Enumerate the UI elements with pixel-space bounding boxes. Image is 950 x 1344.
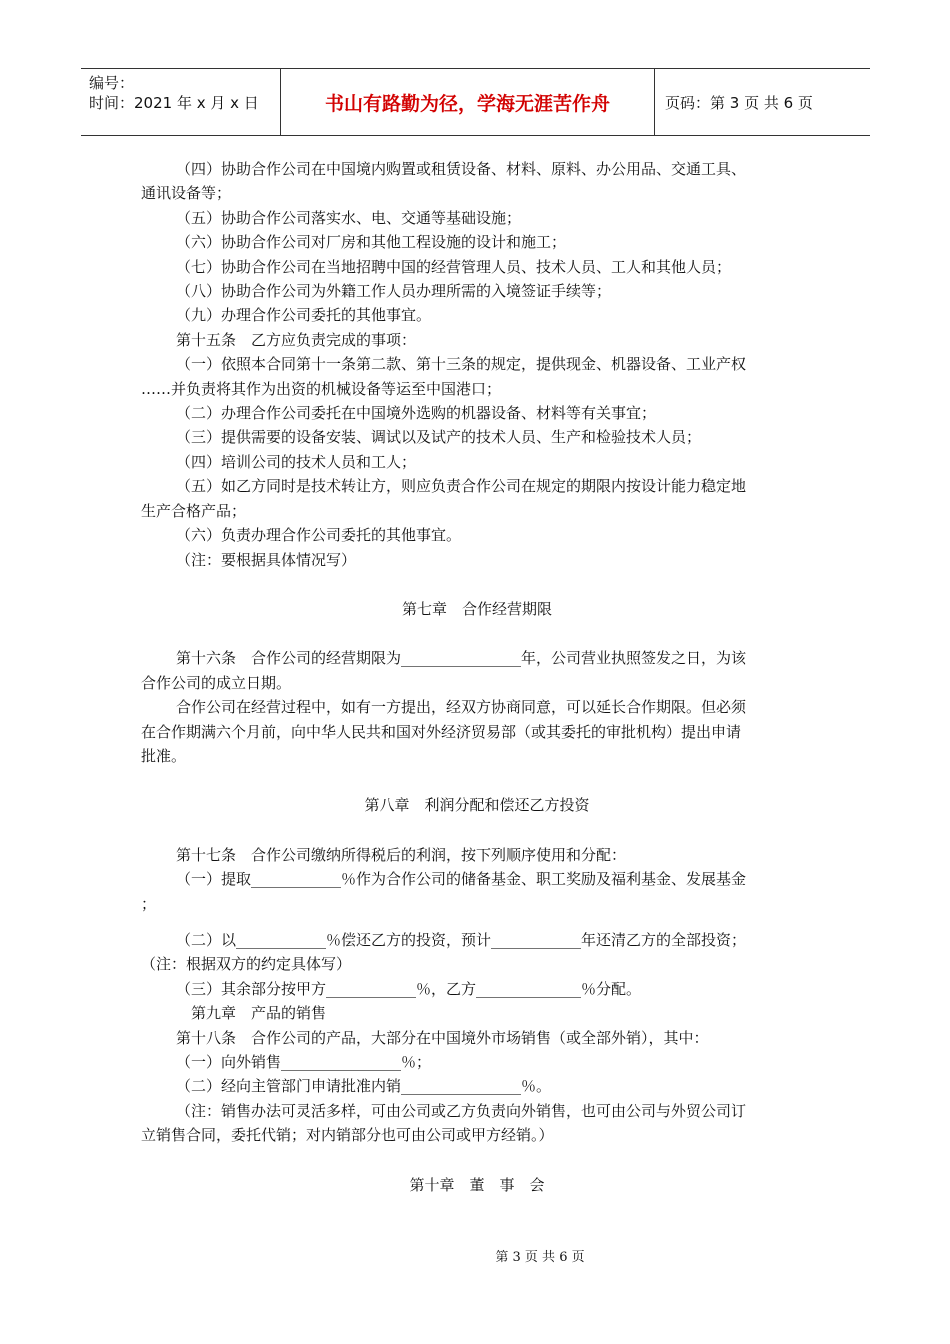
body-line: 在合作期满六个月前，向中华人民共和国对外经济贸易部（或其委托的审批机构）提出申请: [141, 722, 742, 741]
body-line: 合作公司的成立日期。: [141, 673, 292, 692]
document-header: [81, 68, 870, 136]
header-page-info: 页码：第 3 页 共 6 页: [665, 93, 813, 112]
header-motto: 书山有路勤为径，学海无涯苦作舟: [281, 69, 655, 135]
article-15-heading: 第十五条 乙方应负责完成的事项：: [176, 330, 417, 349]
body-line: （二）经向主管部门申请批准内销________________％。: [176, 1077, 552, 1096]
document-date: 时间：2021 年 x 月 x 日: [89, 94, 259, 112]
document-number-label: 编号：: [89, 74, 135, 92]
chapter-9-heading: 第九章 产品的销售: [191, 1004, 327, 1023]
body-line: ；: [141, 894, 157, 913]
body-line: （五）协助合作公司落实水、电、交通等基础设施；: [176, 208, 522, 227]
chapter-10-heading: 第十章 董 事 会: [409, 1175, 545, 1194]
page-footer: 第 3 页 共 6 页: [495, 1250, 585, 1265]
body-line: （五）如乙方同时是技术转让方，则应负责合作公司在规定的期限内按设计能力稳定地: [176, 477, 747, 496]
body-line: （三）提供需要的设备安装、调试以及试产的技术人员、生产和检验技术人员；: [176, 428, 702, 447]
body-note: （注：要根据具体情况写）: [176, 550, 357, 569]
body-line: （三）其余部分按甲方____________％，乙方______________％分配。: [176, 979, 642, 998]
body-line: （二）以____________％偿还乙方的投资，预计____________年还清乙方的全部投资；: [176, 930, 747, 949]
article-18: 第十八条 合作公司的产品，大部分在中国境外市场销售（或全部外销），其中：: [176, 1028, 709, 1047]
body-line: （八）协助合作公司为外籍工作人员办理所需的入境签证手续等；: [176, 282, 612, 301]
body-note: （注：根据双方的约定具体写）: [141, 955, 352, 974]
body-line: 合作公司在经营过程中，如有一方提出，经双方协商同意，可以延长合作期限。但必须: [176, 698, 747, 717]
body-line: （四）培训公司的技术人员和工人；: [176, 452, 417, 471]
body-line: （六）协助合作公司对厂房和其他工程设施的设计和施工；: [176, 233, 567, 252]
chapter-8-heading: 第八章 利润分配和偿还乙方投资: [364, 796, 590, 815]
body-line: （四）协助合作公司在中国境内购置或租赁设备、材料、原料、办公用品、交通工具、: [176, 160, 747, 178]
body-line: （九）办理合作公司委托的其他事宜。: [176, 306, 432, 325]
body-line: （七）协助合作公司在当地招聘中国的经营管理人员、技术人员、工人和其他人员；: [176, 257, 732, 276]
body-line: （一）向外销售________________％；: [176, 1053, 432, 1071]
body-line: （一）依照本合同第十一条第二款、第十三条的规定，提供现金、机器设备、工业产权: [176, 355, 747, 374]
body-line: 批准。: [141, 746, 187, 765]
body-note: （注：销售办法可灵活多样，可由公司或乙方负责向外销售，也可由公司与外贸公司订: [176, 1101, 747, 1120]
article-16: 第十六条 合作公司的经营期限为________________年，公司营业执照签发之日，为该: [176, 649, 747, 668]
document-body: [141, 157, 813, 1222]
article-17: 第十七条 合作公司缴纳所得税后的利润，按下列顺序使用和分配：: [176, 845, 627, 864]
header-meta: [81, 69, 281, 135]
chapter-7-heading: 第七章 合作经营期限: [401, 599, 552, 618]
body-line: （一）提取____________％作为合作公司的储备基金、职工奖励及福利基金、发展基金: [176, 870, 747, 889]
body-line: 生产合格产品；: [141, 501, 247, 520]
body-line: （二）办理合作公司委托在中国境外选购的机器设备、材料等有关事宜；: [176, 404, 657, 423]
body-line: 立销售合同，委托代销；对内销部分也可由公司或甲方经销。）: [141, 1126, 554, 1145]
body-line: 通讯设备等；: [141, 184, 232, 203]
body-line: （六）负责办理合作公司委托的其他事宜。: [176, 526, 462, 545]
body-line: ……并负责将其作为出资的机械设备等运至中国港口；: [141, 379, 502, 398]
